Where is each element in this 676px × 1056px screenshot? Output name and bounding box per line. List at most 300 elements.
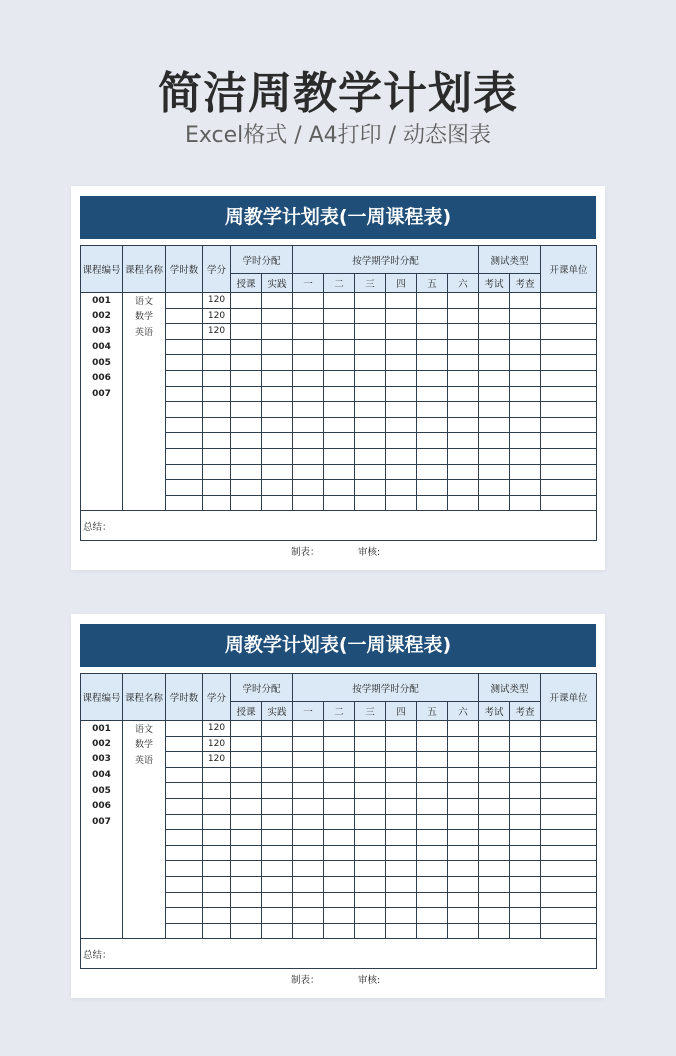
table-cell — [355, 339, 386, 355]
table-cell — [262, 386, 293, 402]
table-cell — [417, 339, 448, 355]
course-name-cell — [123, 495, 166, 511]
credits-cell — [203, 433, 231, 449]
course-name-cell — [123, 814, 166, 830]
table-cell — [293, 464, 324, 480]
hours-cell — [166, 830, 203, 846]
header-lecture: 授课 — [231, 274, 262, 293]
table-cell — [386, 324, 417, 340]
hours-cell — [166, 798, 203, 814]
table-cell — [448, 433, 479, 449]
course-no-cell: 006 — [81, 370, 123, 386]
table-cell — [231, 721, 262, 737]
header-semester-alloc: 按学期学时分配 — [293, 674, 479, 702]
table-cell — [386, 355, 417, 371]
table-cell — [324, 876, 355, 892]
credits-cell: 120 — [203, 324, 231, 340]
table-cell — [510, 876, 541, 892]
header-unit: 开课单位 — [541, 246, 597, 293]
header-semester: 三 — [355, 702, 386, 721]
credits-cell — [203, 355, 231, 371]
table-cell — [510, 814, 541, 830]
table-cell — [355, 721, 386, 737]
table-cell — [541, 417, 597, 433]
course-no-cell: 005 — [81, 783, 123, 799]
course-no-cell: 004 — [81, 767, 123, 783]
hours-cell — [166, 480, 203, 496]
table-cell — [541, 783, 597, 799]
course-name-cell — [123, 861, 166, 877]
table-row — [81, 402, 597, 418]
table-cell — [417, 448, 448, 464]
table-cell — [417, 308, 448, 324]
maker-label: 制表： — [291, 975, 320, 986]
table-cell — [355, 908, 386, 924]
table-cell — [386, 402, 417, 418]
course-no-cell — [81, 845, 123, 861]
header-credits: 学分 — [203, 246, 231, 293]
table-cell — [355, 876, 386, 892]
summary-label: 总结： — [81, 511, 597, 541]
header-exam: 考试 — [479, 702, 510, 721]
table-cell — [479, 448, 510, 464]
table-cell — [448, 721, 479, 737]
table-cell — [231, 830, 262, 846]
course-name-cell — [123, 830, 166, 846]
table-row — [81, 736, 597, 752]
table-cell — [324, 370, 355, 386]
table-cell — [386, 293, 417, 309]
course-no-cell — [81, 495, 123, 511]
course-name-cell — [123, 876, 166, 892]
table-cell — [293, 308, 324, 324]
table-cell — [355, 433, 386, 449]
table-cell — [479, 892, 510, 908]
table-row — [81, 464, 597, 480]
sheet-banner: 周教学计划表(一周课程表) — [80, 624, 596, 667]
table-cell — [541, 402, 597, 418]
table-cell — [262, 448, 293, 464]
table-row — [81, 370, 597, 386]
table-cell — [355, 767, 386, 783]
hours-cell — [166, 433, 203, 449]
course-no-cell: 003 — [81, 752, 123, 768]
table-cell — [262, 861, 293, 877]
maker-label: 制表： — [291, 547, 320, 558]
table-row — [81, 324, 597, 340]
table-cell — [510, 386, 541, 402]
table-cell — [448, 876, 479, 892]
table-cell — [510, 845, 541, 861]
table-cell — [510, 339, 541, 355]
sheet-preview-1 — [71, 186, 605, 570]
course-no-cell: 001 — [81, 293, 123, 309]
table-cell — [417, 324, 448, 340]
table-cell — [262, 736, 293, 752]
table-cell — [541, 908, 597, 924]
table-cell — [541, 464, 597, 480]
header-row — [81, 674, 597, 702]
table-cell — [231, 767, 262, 783]
table-row — [81, 783, 597, 799]
table-cell — [448, 908, 479, 924]
hours-cell — [166, 783, 203, 799]
header-semester: 一 — [293, 274, 324, 293]
table-cell — [417, 892, 448, 908]
table-cell — [479, 845, 510, 861]
table-cell — [448, 293, 479, 309]
table-cell — [324, 495, 355, 511]
course-name-cell: 语文 — [123, 293, 166, 309]
table-cell — [448, 402, 479, 418]
header-semester: 五 — [417, 274, 448, 293]
table-cell — [262, 923, 293, 939]
table-cell — [386, 433, 417, 449]
table-cell — [324, 845, 355, 861]
header-hours: 学时数 — [166, 674, 203, 721]
sheet-preview-2 — [71, 614, 605, 998]
hours-cell — [166, 448, 203, 464]
table-row — [81, 417, 597, 433]
table-row — [81, 308, 597, 324]
hours-cell — [166, 339, 203, 355]
table-cell — [479, 876, 510, 892]
table-cell — [479, 308, 510, 324]
credits-cell — [203, 767, 231, 783]
header-lecture: 授课 — [231, 702, 262, 721]
hours-cell — [166, 721, 203, 737]
table-cell — [417, 783, 448, 799]
course-no-cell: 003 — [81, 324, 123, 340]
hours-cell — [166, 814, 203, 830]
hours-cell — [166, 355, 203, 371]
credits-cell: 120 — [203, 721, 231, 737]
header-row — [81, 246, 597, 274]
table-cell — [510, 923, 541, 939]
table-cell — [231, 293, 262, 309]
table-cell — [541, 339, 597, 355]
table-cell — [541, 293, 597, 309]
table-cell — [355, 417, 386, 433]
table-cell — [231, 923, 262, 939]
page-title: 简洁周教学计划表 — [158, 68, 518, 119]
table-cell — [293, 752, 324, 768]
table-cell — [355, 308, 386, 324]
table-cell — [541, 923, 597, 939]
table-cell — [262, 830, 293, 846]
course-no-cell — [81, 448, 123, 464]
table-cell — [355, 783, 386, 799]
credits-cell: 120 — [203, 736, 231, 752]
course-name-cell — [123, 892, 166, 908]
table-cell — [293, 767, 324, 783]
table-cell — [293, 798, 324, 814]
table-cell — [386, 480, 417, 496]
table-cell — [510, 480, 541, 496]
header-hour-alloc: 学时分配 — [231, 674, 293, 702]
course-name-cell — [123, 783, 166, 799]
credits-cell — [203, 892, 231, 908]
table-cell — [324, 923, 355, 939]
table-cell — [541, 767, 597, 783]
course-no-cell — [81, 830, 123, 846]
table-cell — [231, 370, 262, 386]
table-cell — [541, 448, 597, 464]
credits-cell: 120 — [203, 752, 231, 768]
table-cell — [417, 417, 448, 433]
header-course-name: 课程名称 — [123, 674, 166, 721]
table-cell — [324, 355, 355, 371]
table-cell — [231, 480, 262, 496]
table-cell — [479, 480, 510, 496]
table-cell — [417, 293, 448, 309]
table-cell — [262, 464, 293, 480]
table-cell — [262, 433, 293, 449]
table-row — [81, 433, 597, 449]
course-no-cell: 005 — [81, 355, 123, 371]
table-row — [81, 448, 597, 464]
table-row — [81, 923, 597, 939]
table-row — [81, 830, 597, 846]
table-cell — [231, 433, 262, 449]
table-cell — [510, 736, 541, 752]
table-cell — [262, 752, 293, 768]
table-cell — [541, 433, 597, 449]
header-practice: 实践 — [262, 274, 293, 293]
table-cell — [541, 324, 597, 340]
table-cell — [231, 814, 262, 830]
table-cell — [293, 417, 324, 433]
table-cell — [293, 339, 324, 355]
table-cell — [355, 324, 386, 340]
hours-cell — [166, 464, 203, 480]
table-cell — [479, 386, 510, 402]
table-cell — [386, 923, 417, 939]
table-cell — [386, 908, 417, 924]
table-cell — [293, 908, 324, 924]
table-cell — [355, 448, 386, 464]
table-cell — [448, 355, 479, 371]
table-cell — [417, 464, 448, 480]
table-cell — [386, 417, 417, 433]
table-cell — [479, 736, 510, 752]
table-cell — [541, 308, 597, 324]
table-row — [81, 386, 597, 402]
table-cell — [386, 861, 417, 877]
table-cell — [510, 798, 541, 814]
table-cell — [448, 495, 479, 511]
table-cell — [541, 480, 597, 496]
hours-cell — [166, 417, 203, 433]
table-cell — [324, 861, 355, 877]
table-cell — [324, 721, 355, 737]
header-semester: 六 — [448, 274, 479, 293]
table-cell — [448, 830, 479, 846]
table-cell — [293, 324, 324, 340]
table-cell — [417, 767, 448, 783]
table-cell — [541, 798, 597, 814]
checker-label: 审核: — [358, 547, 381, 558]
table-cell — [510, 861, 541, 877]
table-cell — [386, 339, 417, 355]
table-cell — [262, 783, 293, 799]
table-cell — [324, 386, 355, 402]
hours-cell — [166, 767, 203, 783]
table-cell — [448, 339, 479, 355]
table-cell — [541, 876, 597, 892]
course-name-cell — [123, 798, 166, 814]
table-cell — [479, 402, 510, 418]
table-cell — [541, 370, 597, 386]
table-cell — [448, 767, 479, 783]
table-cell — [293, 736, 324, 752]
hours-cell — [166, 908, 203, 924]
table-cell — [448, 324, 479, 340]
table-cell — [324, 798, 355, 814]
table-cell — [510, 495, 541, 511]
table-cell — [231, 752, 262, 768]
table-cell — [479, 293, 510, 309]
header-practice: 实践 — [262, 702, 293, 721]
table-cell — [417, 908, 448, 924]
course-name-cell — [123, 448, 166, 464]
table-cell — [262, 798, 293, 814]
table-cell — [293, 495, 324, 511]
header-exam: 考试 — [479, 274, 510, 293]
course-no-cell — [81, 433, 123, 449]
credits-cell — [203, 814, 231, 830]
table-cell — [541, 721, 597, 737]
table-cell — [262, 480, 293, 496]
table-cell — [386, 448, 417, 464]
course-name-cell — [123, 480, 166, 496]
table-cell — [231, 892, 262, 908]
header-semester: 二 — [324, 274, 355, 293]
table-cell — [479, 339, 510, 355]
credits-cell — [203, 339, 231, 355]
table-cell — [355, 355, 386, 371]
table-row — [81, 355, 597, 371]
credits-cell — [203, 386, 231, 402]
table-cell — [417, 876, 448, 892]
summary-label: 总结： — [81, 939, 597, 969]
table-cell — [510, 783, 541, 799]
table-cell — [510, 721, 541, 737]
header-semester: 二 — [324, 702, 355, 721]
table-cell — [231, 876, 262, 892]
table-cell — [355, 830, 386, 846]
table-cell — [479, 767, 510, 783]
table-cell — [479, 370, 510, 386]
table-cell — [355, 814, 386, 830]
table-cell — [510, 892, 541, 908]
course-name-cell — [123, 923, 166, 939]
table-cell — [231, 845, 262, 861]
table-cell — [355, 752, 386, 768]
table-cell — [479, 324, 510, 340]
hours-cell — [166, 495, 203, 511]
credits-cell: 120 — [203, 293, 231, 309]
header-semester: 六 — [448, 702, 479, 721]
course-no-cell: 002 — [81, 736, 123, 752]
table-row — [81, 752, 597, 768]
table-cell — [417, 798, 448, 814]
plan-table — [80, 245, 597, 541]
table-cell — [231, 908, 262, 924]
table-cell — [479, 752, 510, 768]
table-cell — [355, 495, 386, 511]
table-cell — [448, 448, 479, 464]
header-hours: 学时数 — [166, 246, 203, 293]
table-cell — [541, 892, 597, 908]
course-no-cell — [81, 417, 123, 433]
table-cell — [479, 783, 510, 799]
table-cell — [355, 386, 386, 402]
table-cell — [293, 355, 324, 371]
table-row — [81, 845, 597, 861]
header-credits: 学分 — [203, 674, 231, 721]
credits-cell — [203, 495, 231, 511]
table-cell — [355, 402, 386, 418]
table-cell — [355, 736, 386, 752]
table-cell — [479, 721, 510, 737]
table-cell — [262, 308, 293, 324]
table-cell — [479, 923, 510, 939]
table-cell — [231, 339, 262, 355]
table-cell — [479, 830, 510, 846]
table-cell — [262, 892, 293, 908]
table-cell — [293, 721, 324, 737]
table-cell — [231, 861, 262, 877]
course-no-cell — [81, 908, 123, 924]
table-cell — [417, 861, 448, 877]
table-row — [81, 721, 597, 737]
course-name-cell — [123, 339, 166, 355]
table-cell — [293, 293, 324, 309]
credits-cell — [203, 845, 231, 861]
table-cell — [448, 370, 479, 386]
table-row — [81, 767, 597, 783]
table-cell — [448, 752, 479, 768]
table-cell — [324, 417, 355, 433]
table-cell — [479, 861, 510, 877]
table-cell — [541, 495, 597, 511]
table-cell — [355, 293, 386, 309]
table-cell — [262, 845, 293, 861]
table-cell — [355, 798, 386, 814]
header-semester: 三 — [355, 274, 386, 293]
table-cell — [262, 402, 293, 418]
table-cell — [231, 736, 262, 752]
table-cell — [386, 830, 417, 846]
credits-cell: 120 — [203, 308, 231, 324]
table-cell — [448, 736, 479, 752]
table-cell — [417, 721, 448, 737]
table-cell — [448, 464, 479, 480]
course-no-cell — [81, 480, 123, 496]
table-cell — [262, 355, 293, 371]
table-cell — [324, 464, 355, 480]
hours-cell — [166, 876, 203, 892]
table-row — [81, 892, 597, 908]
table-cell — [386, 892, 417, 908]
course-no-cell: 002 — [81, 308, 123, 324]
header-semester: 一 — [293, 702, 324, 721]
table-cell — [324, 293, 355, 309]
table-cell — [355, 892, 386, 908]
table-cell — [448, 814, 479, 830]
header-semester: 四 — [386, 702, 417, 721]
